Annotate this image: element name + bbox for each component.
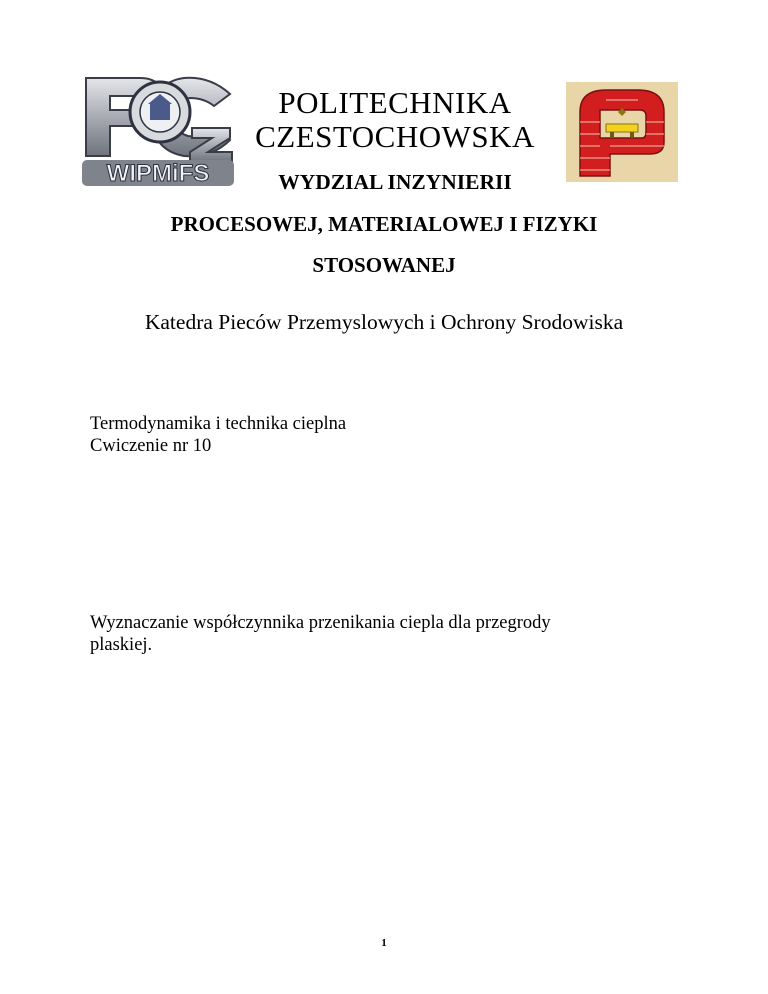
- wipmifs-logo-text: WIPMiFS: [106, 160, 210, 187]
- topic-line2: plaskiej.: [90, 635, 153, 655]
- furnace-logo-graphic: [566, 82, 678, 182]
- page-number: 1: [381, 937, 387, 949]
- university-name-line2: CZESTOCHOWSKA: [255, 119, 535, 154]
- course-subject: Termodynamika i technika cieplna: [90, 414, 347, 434]
- faculty-line2: PROCESOWEJ, MATERIALOWEJ I FIZYKI: [170, 212, 598, 236]
- furnace-logo: [566, 82, 678, 182]
- topic-line1: Wyznaczanie współczynnika przenikania ciepla dla przegrody: [90, 613, 551, 633]
- exercise-number: Cwiczenie nr 10: [90, 436, 212, 456]
- wipmifs-logo-graphic: [80, 70, 238, 188]
- university-name-line1: POLITECHNIKA: [278, 85, 512, 120]
- department-name: Katedra Pieców Przemyslowych i Ochrony Srodowiska: [144, 310, 624, 334]
- wipmifs-logo: [80, 70, 238, 188]
- faculty-line1: WYDZIAL INZYNIERII: [278, 170, 512, 194]
- faculty-line3: STOSOWANEJ: [312, 253, 456, 277]
